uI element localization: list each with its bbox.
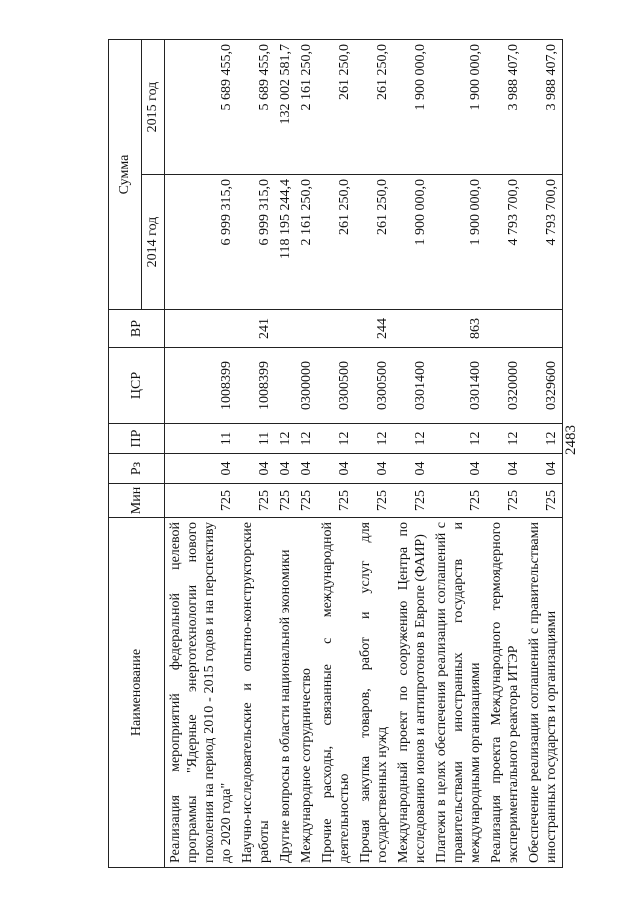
table-row xyxy=(355,40,393,868)
row-rz: 04 xyxy=(524,454,563,484)
page-number: 2483 xyxy=(563,425,579,455)
row-name: Прочие расходы, связанные с международной деятельностью xyxy=(317,518,355,868)
row-name: Реализация мероприятий федеральной целевой программы "Ядерные энерготехнологии нового поколения на период 2010 - 2015 годов и на перспективу до 2020 года" xyxy=(165,518,238,868)
row-min: 725 xyxy=(431,484,486,518)
row-vr xyxy=(165,310,238,348)
row-name: Международное сотрудничество xyxy=(296,518,317,868)
row-rz: 04 xyxy=(431,454,486,484)
row-pr: 12 xyxy=(431,424,486,454)
row-sum-2014: 1 900 000,0 xyxy=(393,175,431,310)
row-vr xyxy=(317,310,355,348)
row-min: 725 xyxy=(275,484,296,518)
row-csr: 1008399 xyxy=(237,348,275,424)
table-row xyxy=(524,40,563,868)
row-rz: 04 xyxy=(393,454,431,484)
row-pr: 11 xyxy=(237,424,275,454)
header-name: Наименование xyxy=(109,518,165,868)
row-pr: 12 xyxy=(275,424,296,454)
row-rz: 04 xyxy=(486,454,524,484)
table-row xyxy=(165,40,238,868)
row-sum-2015: 3 988 407,0 xyxy=(524,40,563,175)
row-sum-2015: 5 689 455,0 xyxy=(165,40,238,175)
row-sum-2015: 5 689 455,0 xyxy=(237,40,275,175)
row-sum-2014: 6 999 315,0 xyxy=(165,175,238,310)
row-min: 725 xyxy=(165,484,238,518)
row-sum-2014: 261 250,0 xyxy=(317,175,355,310)
row-sum-2015: 132 002 581,7 xyxy=(275,40,296,175)
header-vr: ВР xyxy=(109,310,165,348)
row-vr xyxy=(296,310,317,348)
row-csr: 1008399 xyxy=(165,348,238,424)
table-row xyxy=(393,40,431,868)
row-name: Другие вопросы в области национальной экономики xyxy=(275,518,296,868)
row-sum-2015: 3 988 407,0 xyxy=(486,40,524,175)
table-row xyxy=(237,40,275,868)
row-csr: 0301400 xyxy=(393,348,431,424)
row-csr: 0301400 xyxy=(431,348,486,424)
row-vr xyxy=(275,310,296,348)
row-name: Платежи в целях обеспечения реализации соглашений с правительствами иностранных государств и международными организациями xyxy=(431,518,486,868)
row-rz: 04 xyxy=(275,454,296,484)
header-min: Мин xyxy=(109,484,165,518)
row-sum-2014: 1 900 000,0 xyxy=(431,175,486,310)
row-min: 725 xyxy=(237,484,275,518)
table-body xyxy=(165,40,563,868)
row-name: Научно-исследовательские и опытно-конструкторские работы xyxy=(237,518,275,868)
row-min: 725 xyxy=(486,484,524,518)
row-rz: 04 xyxy=(165,454,238,484)
table-row xyxy=(275,40,296,868)
row-pr: 12 xyxy=(355,424,393,454)
table-row xyxy=(486,40,524,868)
table-row xyxy=(317,40,355,868)
row-sum-2014: 4 793 700,0 xyxy=(524,175,563,310)
row-sum-2014: 2 161 250,0 xyxy=(296,175,317,310)
row-vr: 244 xyxy=(355,310,393,348)
row-sum-2014: 4 793 700,0 xyxy=(486,175,524,310)
header-2015: 2015 год xyxy=(142,40,165,175)
budget-table xyxy=(108,39,563,868)
header-csr: ЦСР xyxy=(109,348,165,424)
row-name: Реализация проекта Международного термоядерного экспериментального реактора ИТЭР xyxy=(486,518,524,868)
row-pr: 12 xyxy=(296,424,317,454)
row-sum-2014: 6 999 315,0 xyxy=(237,175,275,310)
row-sum-2015: 261 250,0 xyxy=(317,40,355,175)
row-csr: 0300500 xyxy=(317,348,355,424)
row-csr: 0300000 xyxy=(296,348,317,424)
row-vr: 863 xyxy=(431,310,486,348)
row-sum-2015: 2 161 250,0 xyxy=(296,40,317,175)
row-pr: 12 xyxy=(524,424,563,454)
row-rz: 04 xyxy=(296,454,317,484)
budget-table-page xyxy=(108,40,568,868)
row-name: Обеспечение реализации соглашений с правительствами иностранных государств и организациями xyxy=(524,518,563,868)
table-row xyxy=(431,40,486,868)
row-min: 725 xyxy=(296,484,317,518)
row-csr xyxy=(275,348,296,424)
row-sum-2014: 118 195 244,4 xyxy=(275,175,296,310)
row-vr: 241 xyxy=(237,310,275,348)
row-pr: 12 xyxy=(317,424,355,454)
row-vr xyxy=(393,310,431,348)
row-min: 725 xyxy=(393,484,431,518)
header-rz: Рз xyxy=(109,454,165,484)
row-sum-2015: 1 900 000,0 xyxy=(431,40,486,175)
row-name: Прочая закупка товаров, работ и услуг для государственных нужд xyxy=(355,518,393,868)
row-rz: 04 xyxy=(237,454,275,484)
header-2014: 2014 год xyxy=(142,175,165,310)
row-vr xyxy=(486,310,524,348)
row-pr: 12 xyxy=(393,424,431,454)
table-row xyxy=(296,40,317,868)
row-rz: 04 xyxy=(317,454,355,484)
row-csr: 0329600 xyxy=(524,348,563,424)
row-csr: 0320000 xyxy=(486,348,524,424)
row-min: 725 xyxy=(317,484,355,518)
row-sum-2015: 261 250,0 xyxy=(355,40,393,175)
row-pr: 12 xyxy=(486,424,524,454)
row-name: Международный проект по сооружению Центра по исследованию ионов и антипротонов в Европе (ФАИР) xyxy=(393,518,431,868)
row-rz: 04 xyxy=(355,454,393,484)
row-min: 725 xyxy=(524,484,563,518)
row-sum-2015: 1 900 000,0 xyxy=(393,40,431,175)
row-min: 725 xyxy=(355,484,393,518)
row-vr xyxy=(524,310,563,348)
row-sum-2014: 261 250,0 xyxy=(355,175,393,310)
header-pr: ПР xyxy=(109,424,165,454)
header-sum: Сумма xyxy=(109,40,142,310)
row-csr: 0300500 xyxy=(355,348,393,424)
row-pr: 11 xyxy=(165,424,238,454)
